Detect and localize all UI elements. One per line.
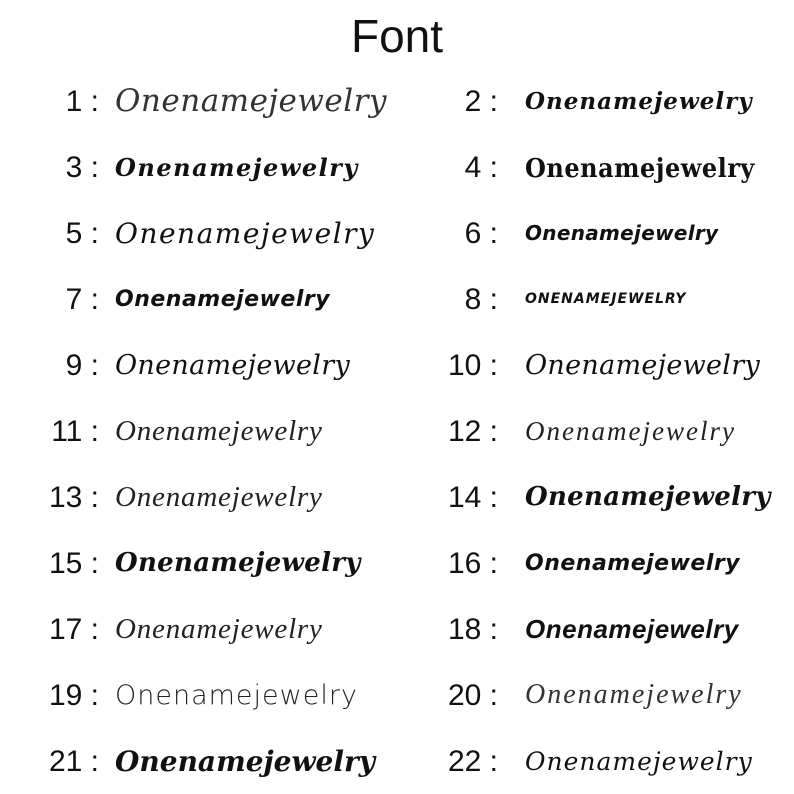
font-option-row[interactable] xyxy=(0,596,397,662)
font-sample-text: Onenamejewelry xyxy=(115,480,323,513)
font-option-number: 18 : xyxy=(447,613,498,646)
font-option-row[interactable] xyxy=(397,662,794,728)
font-option-number: 21 : xyxy=(48,745,99,778)
font-option-number: 19 : xyxy=(48,679,99,712)
font-option-row[interactable] xyxy=(397,332,794,398)
font-option-number: 3 : xyxy=(65,151,99,184)
font-option-row[interactable] xyxy=(0,200,397,266)
font-option-number: 10 : xyxy=(447,349,498,382)
font-option-row[interactable] xyxy=(0,728,397,794)
font-option-row[interactable] xyxy=(0,134,397,200)
font-sample-text: Onenamejewelry xyxy=(525,550,741,576)
font-sample-text: Onenamejewelry xyxy=(115,349,351,381)
font-option-number: 14 : xyxy=(447,481,498,514)
font-option-row[interactable] xyxy=(0,662,397,728)
font-sample-text: Onenamejewelry xyxy=(525,151,755,183)
font-option-row[interactable] xyxy=(0,266,397,332)
font-sample-text: Onenamejewelry xyxy=(525,87,753,115)
font-sample-text: Onenamejewelry xyxy=(525,482,771,512)
font-option-number: 15 : xyxy=(48,547,99,580)
font-option-row[interactable] xyxy=(0,398,397,464)
font-sample-text: Onenamejewelry xyxy=(115,548,361,578)
font-option-number: 11 : xyxy=(51,415,99,448)
font-option-number: 6 : xyxy=(464,217,498,250)
font-option-row[interactable] xyxy=(397,728,794,794)
font-option-row[interactable] xyxy=(0,530,397,596)
font-sample-text: Onenamejewelry xyxy=(115,286,331,312)
font-sample-text: ONENAMEJEWELRY xyxy=(525,291,687,307)
page-title: Font xyxy=(350,10,444,62)
font-option-number: 12 : xyxy=(447,415,498,448)
font-option-row[interactable] xyxy=(397,398,794,464)
font-option-number: 7 : xyxy=(65,283,99,316)
font-option-row[interactable] xyxy=(397,134,794,200)
font-option-row[interactable] xyxy=(397,266,794,332)
font-option-number: 22 : xyxy=(447,745,498,778)
font-sample-text: Onenamejewelry xyxy=(115,152,359,182)
font-option-number: 4 : xyxy=(464,151,498,184)
font-option-number: 13 : xyxy=(48,481,99,514)
font-option-number: 5 : xyxy=(65,217,99,250)
font-list-left xyxy=(0,68,397,794)
font-list-right xyxy=(397,68,794,794)
font-option-row[interactable] xyxy=(397,530,794,596)
font-sample-text: Onenamejewelry xyxy=(525,746,753,776)
font-option-number: 1 : xyxy=(65,85,99,118)
font-sample-text: Onenamejewelry xyxy=(525,349,761,381)
font-sample-text: Onenamejewelry xyxy=(525,221,719,245)
font-option-row[interactable] xyxy=(0,464,397,530)
font-sample-text: Onenamejewelry xyxy=(115,679,358,711)
font-option-row[interactable] xyxy=(0,68,397,134)
font-sample-text: Onenamejewelry xyxy=(115,744,376,778)
font-option-number: 9 : xyxy=(65,349,99,382)
font-sample-text: Onenamejewelry xyxy=(115,216,376,250)
font-sample-text: Onenamejewelry xyxy=(115,612,323,645)
font-sample-text: Onenamejewelry xyxy=(115,414,323,447)
font-option-row[interactable] xyxy=(397,464,794,530)
font-option-number: 17 : xyxy=(48,613,99,646)
font-option-number: 16 : xyxy=(447,547,498,580)
font-option-row[interactable] xyxy=(397,596,794,662)
font-option-row[interactable] xyxy=(397,200,794,266)
font-option-number: 20 : xyxy=(447,679,498,712)
font-option-number: 8 : xyxy=(464,283,498,316)
font-sample-text: Onenamejewelry xyxy=(525,415,736,446)
font-option-row[interactable] xyxy=(397,68,794,134)
font-option-row[interactable] xyxy=(0,332,397,398)
font-sample-text: Onenamejewelry xyxy=(115,83,387,119)
font-sample-text: Onenamejewelry xyxy=(525,679,743,710)
font-option-number: 2 : xyxy=(464,85,498,118)
font-sample-text: Onenamejewelry xyxy=(525,613,739,644)
